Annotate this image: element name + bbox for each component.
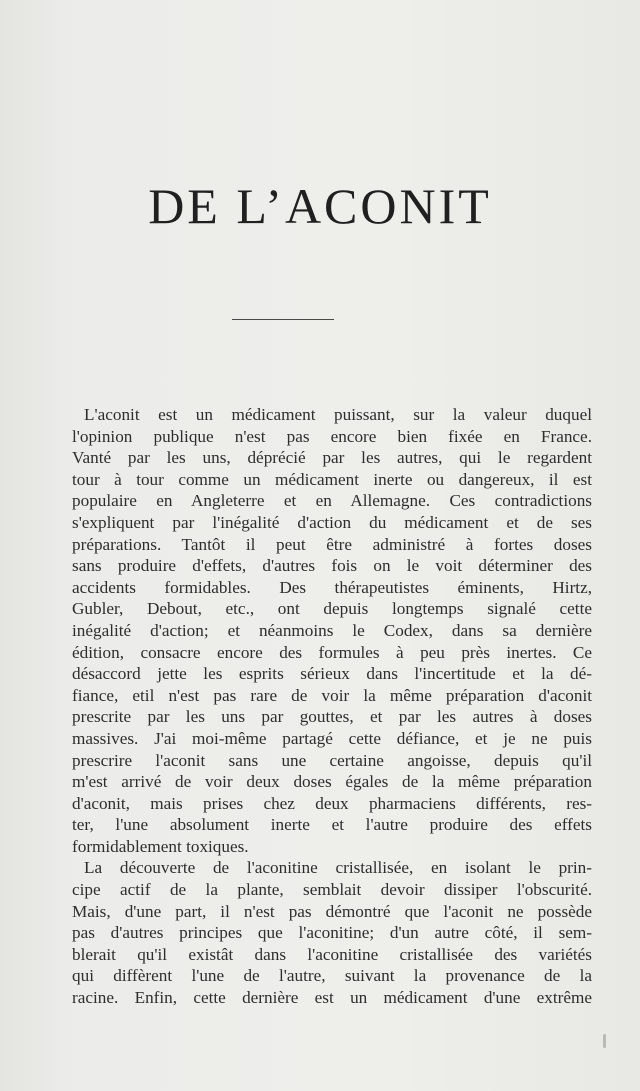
text-line: désaccord jette les esprits sérieux dans l'incertitude et la dé- (72, 664, 592, 684)
text-line: sans produire d'effets, d'autres fois on le voit déterminer des (72, 556, 592, 576)
text-line: Gubler, Debout, etc., ont depuis longtemps signalé cette (72, 599, 592, 619)
text-line: Mais, d'une part, il n'est pas démontré que l'aconit ne possède (72, 901, 592, 921)
text-line: La découverte de l'aconitine cristallisée, en isolant le prin- (84, 858, 592, 878)
text-line: racine. Enfin, cette dernière est un médicament d'une extrême (72, 988, 592, 1008)
text-line: qui diffèrent l'une de l'autre, suivant la provenance de la (72, 966, 592, 986)
text-line: édition, consacre encore des formules à peu près inertes. Ce (72, 642, 592, 662)
text-line: pas d'autres principes que l'aconitine; d'un autre côté, il sem- (72, 923, 592, 943)
text-line: blerait qu'il existât dans l'aconitine cristallisée des variétés (72, 944, 592, 964)
text-line: préparations. Tantôt il peut être administré à fortes doses (72, 534, 592, 554)
text-line: massives. J'ai moi-même partagé cette défiance, et je ne puis (72, 728, 592, 748)
text-line: L'aconit est un médicament puissant, sur la valeur duquel (84, 405, 592, 424)
text-line: fiance, etil n'est pas rare de voir la même préparation d'aconit (72, 685, 592, 705)
text-line: formidablement toxiques. (72, 836, 249, 856)
text-line: populaire en Angleterre et en Allemagne. Ces contradictions (72, 491, 592, 511)
text-line: l'opinion publique n'est pas encore bien fixée en France. (72, 426, 592, 446)
text-line: accidents formidables. Des thérapeutistes éminents, Hirtz, (72, 577, 592, 597)
text-line: prescrite par les uns par gouttes, et par les autres à doses (72, 707, 592, 727)
text-line: m'est arrivé de voir deux doses égales de la même préparation (72, 772, 592, 792)
text-line: tour à tour comme un médicament inerte ou dangereux, il est (72, 469, 592, 489)
text-line: d'aconit, mais prises chez deux pharmaciens différents, res- (72, 793, 592, 813)
text-line: ter, l'une absolument inerte et l'autre produire des effets (72, 815, 592, 835)
text-line: inégalité d'action; et néanmoins le Codex, dans sa dernière (72, 620, 592, 640)
text-line: prescrire l'aconit sans une certaine angoisse, depuis qu'il (72, 750, 592, 770)
chapter-title: DE L’ACONIT (148, 178, 492, 234)
text-line: s'expliquent par l'inégalité d'action du médicament et de ses (72, 512, 592, 532)
text-line: cipe actif de la plante, semblait devoir dissiper l'obscurité. (72, 880, 592, 900)
text-line: Vanté par les uns, déprécié par les autres, qui le regardent (72, 448, 592, 468)
body-text (72, 404, 592, 1009)
paper-blemish (603, 1034, 606, 1048)
title-divider (232, 319, 334, 320)
